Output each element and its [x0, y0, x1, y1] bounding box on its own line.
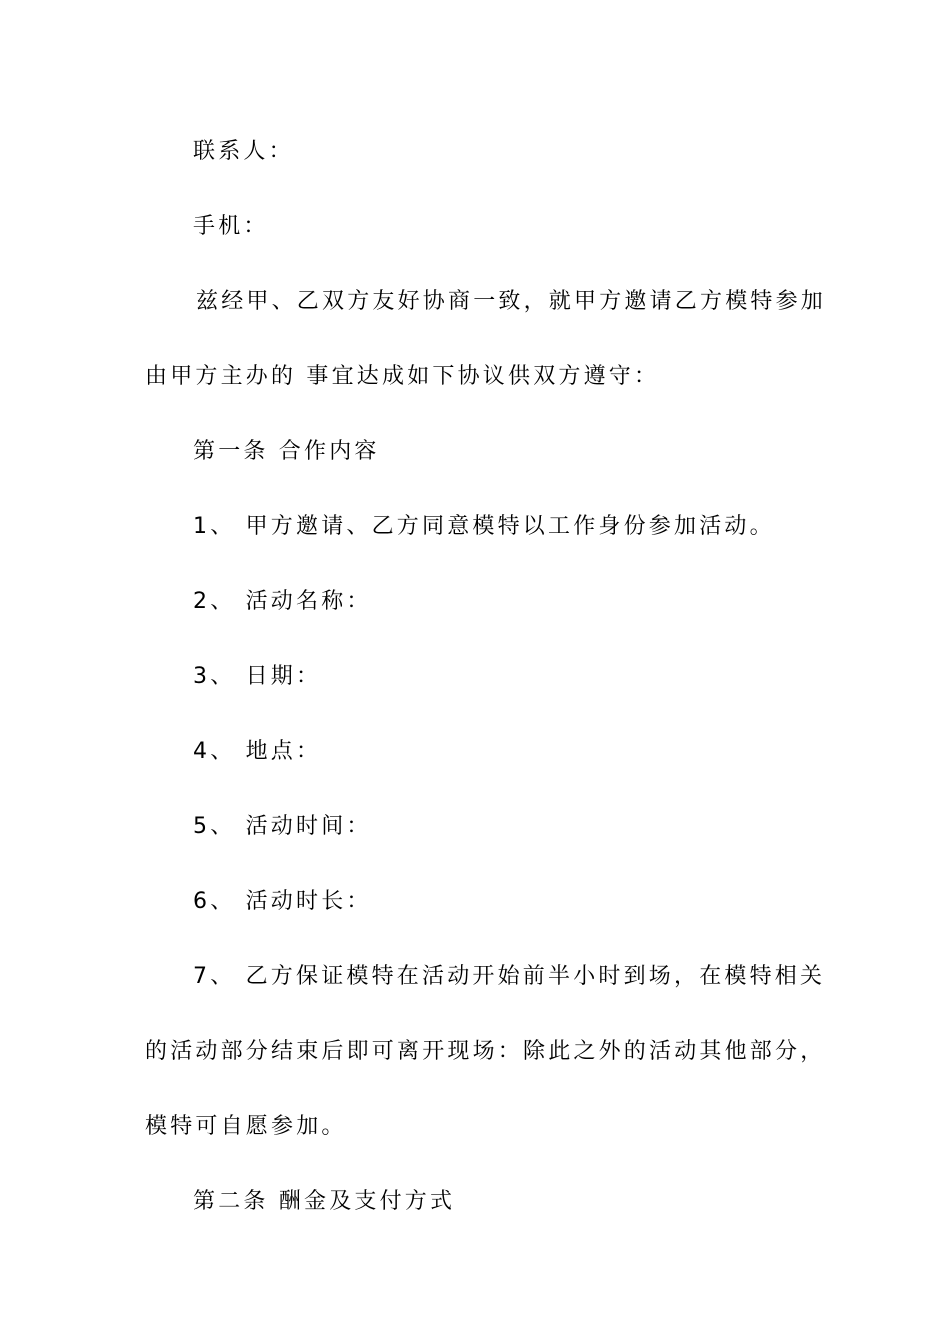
clause-5: 5、 活动时间：	[193, 814, 372, 839]
clause-2: 2、 活动名称：	[193, 589, 372, 614]
article-2-heading: 第二条 酬金及支付方式	[193, 1189, 456, 1214]
intro-paragraph-line-2: 由甲方主办的 事宜达成如下协议供双方遵守：	[145, 364, 660, 389]
clause-7-line-1: 7、 乙方保证模特在活动开始前半小时到场，在模特相关	[193, 964, 826, 989]
article-1-heading: 第一条 合作内容	[193, 439, 380, 464]
phone-line: 手机：	[193, 214, 269, 239]
clause-3: 3、 日期：	[193, 664, 322, 689]
intro-paragraph-line-1: 兹经甲、乙双方友好协商一致，就甲方邀请乙方模特参加	[196, 289, 827, 314]
clause-7-line-3: 模特可自愿参加。	[145, 1114, 347, 1139]
clause-6: 6、 活动时长：	[193, 889, 372, 914]
clause-7-line-2: 的活动部分结束后即可离开现场：除此之外的活动其他部分，	[145, 1039, 826, 1064]
clause-1: 1、 甲方邀请、乙方同意模特以工作身份参加活动。	[193, 514, 775, 539]
contact-person-line: 联系人：	[193, 139, 294, 164]
clause-4: 4、 地点：	[193, 739, 322, 764]
